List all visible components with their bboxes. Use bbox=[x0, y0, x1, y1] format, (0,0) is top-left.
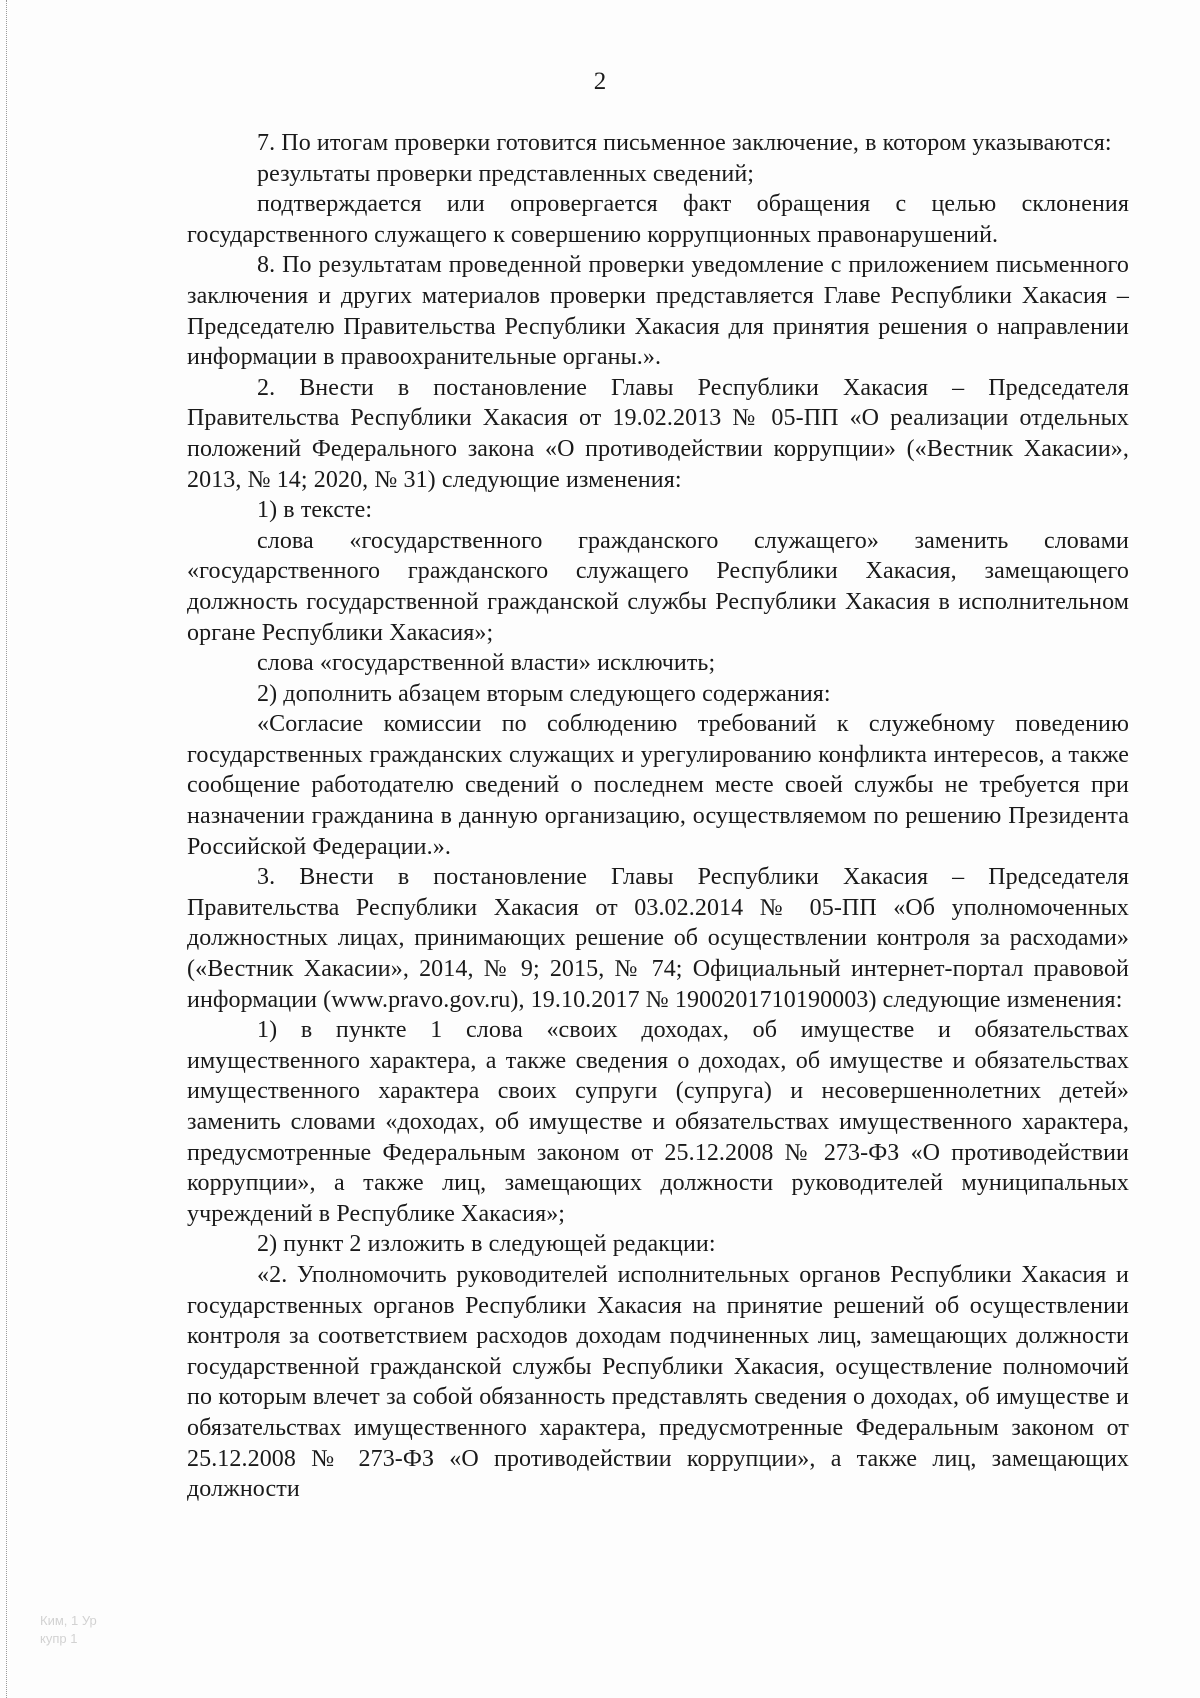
paragraph-7-conclusion: 7. По итогам проверки готовится письменное заключение, в котором указываются: bbox=[257, 130, 1112, 156]
page-number: 2 bbox=[593, 68, 607, 95]
paragraph-2-2-add-second: 2) дополнить абзацем вторым следующего содержания: bbox=[257, 680, 831, 707]
paragraph-3-amend-05pp-2014: 3. Внести в постановление Главы Республики Хакасия – Председателя Правительства Республики Хакасия от 03.02.2014 № 05-ПП «Об уполномоченных должностных лицах, принимающих решение об осуществлении контроля за расходами» («Вестник Хакасии», 2014, № 9; 2015, № 74; Официальный интернет-портал правовой информации (www.pravo.gov.ru), 19.10.2017 № 1900201710190003) следующие изменения: bbox=[187, 864, 1129, 1013]
paragraph-2-1-in-text: 1) в тексте: bbox=[257, 497, 373, 524]
paragraph-8-notification: 8. По результатам проведенной проверки уведомление с приложением письменного заключения и других материалов проверки представляется Главе Республики Хакасия – Председателю Правительства Республики Хакасия для принятия решения о направлении информации в правоохранительные органы.». bbox=[187, 252, 1129, 371]
paragraph-2-1-exclude-words: слова «государственной власти» исключить; bbox=[257, 650, 716, 677]
paragraph-2-1-replace-words: слова «государственного гражданского служащего» заменить словами «государственного гражданского служащего Республики Хакасия, замещающего должность государственной гражданской службы Республики Хакасия в исполнительном органе Республики Хакасия»; bbox=[187, 527, 1129, 646]
paragraph-check-results: результаты проверки представленных сведений; bbox=[257, 160, 755, 187]
paragraph-3-2-new-wording: «2. Уполномочить руководителей исполнительных органов Республики Хакасия и государственных органов Республики Хакасия на принятие решений об осуществлении контроля за соответствием расходов доходам подчиненных лиц, замещающих должности государственной гражданской службы Республики Хакасия, осуществление полномочий по которым влечет за собой обязанность представлять сведения о доходах, об имуществе и обязательствах имущественного характера, предусмотренные Федеральным законом от 25.12.2008 № 273-ФЗ «О противодействии коррупции», а также лиц, замещающих должности bbox=[187, 1261, 1129, 1503]
paragraph-fact-confirmation: подтверждается или опровергается факт обращения с целью склонения государственного служащего к совершению коррупционных правонарушений. bbox=[187, 191, 1129, 248]
paragraph-2-2-consent-text: «Согласие комиссии по соблюдению требований к служебному поведению государственных гражданских служащих и урегулированию конфликта интересов, а также сообщение работодателю сведений о последнем месте своей службы не требуется при назначении гражданина в данную организацию, осуществляемом по решению Президента Российской Федерации.». bbox=[187, 711, 1129, 860]
paragraph-2-amend-05pp-2013: 2. Внести в постановление Главы Республики Хакасия – Председателя Правительства Республики Хакасия от 19.02.2013 № 05-ПП «О реализации отдельных положений Федерального закона «О противодействии коррупции» («Вестник Хакасии», 2013, № 14; 2020, № 31) следующие изменения: bbox=[187, 374, 1129, 493]
margin-stamp-smudge: Ким, 1 Ур купр 1 bbox=[40, 1613, 97, 1646]
paragraph-3-2-point-2: 2) пункт 2 изложить в следующей редакции: bbox=[257, 1231, 716, 1258]
scan-edge-line bbox=[6, 0, 8, 1698]
document-body bbox=[187, 128, 1129, 1505]
paragraph-3-1-point-1: 1) в пункте 1 слова «своих доходах, об имуществе и обязательствах имущественного характера, а также сведения о доходах, об имуществе и обязательствах имущественного характера своих супруги (супруга) и несовершеннолетних детей» заменить словами «доходах, об имуществе и обязательствах имущественного характера, предусмотренные Федеральным законом от 25.12.2008 № 273-ФЗ «О противодействии коррупции», а также лиц, замещающих должности руководителей муниципальных учреждений в Республике Хакасия»; bbox=[187, 1017, 1129, 1227]
